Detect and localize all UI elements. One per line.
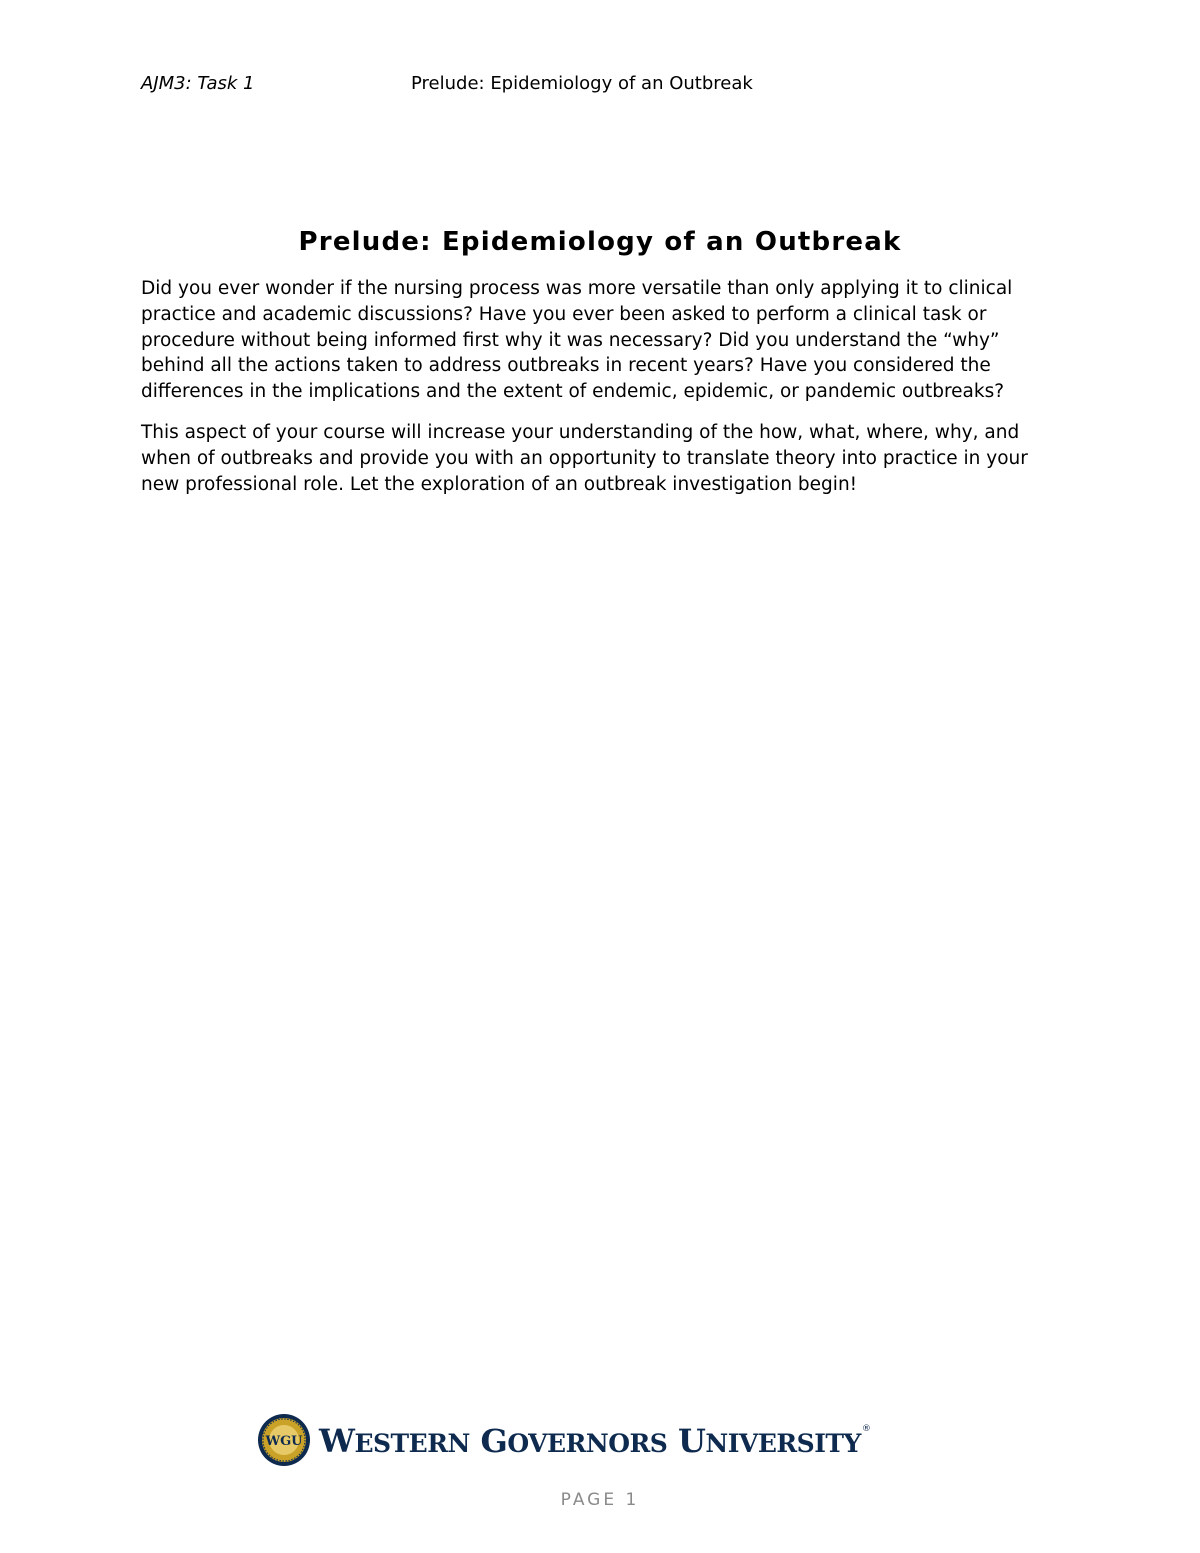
document-title: Prelude: Epidemiology of an Outbreak	[298, 227, 902, 257]
header-document-title: Prelude: Epidemiology of an Outbreak	[411, 73, 753, 94]
wordmark-initial: G	[480, 1422, 508, 1460]
wgu-seal-icon	[257, 1413, 311, 1467]
wordmark-initial: W	[319, 1422, 355, 1460]
document-body	[141, 276, 1061, 512]
body-paragraph: Did you ever wonder if the nursing process was more versatile than only applying it to clinical practice and academic discussions? Have you ever been asked to perform a clinical task or procedure without being informed first why it was necessary? Did you understand the “why” behind all the actions taken to address outbreaks in recent years? Have you considered the differences in the implications and the extent of endemic, epidemic, or pandemic outbreaks?	[141, 278, 1013, 403]
wordmark-rest: ESTERN	[354, 1429, 470, 1458]
wordmark-rest: NIVERSITY	[705, 1429, 861, 1458]
wordmark-initial: U	[677, 1422, 706, 1460]
wgu-wordmark	[319, 1419, 870, 1466]
header-course-code: AJM3: Task 1	[141, 73, 255, 94]
body-paragraph: This aspect of your course will increase your understanding of the how, what, where, why, and when of outbreaks and provide you with an opportunity to translate theory into practice in your new professional role. Let the exploration of an outbreak investigation begin!	[141, 421, 1028, 495]
wgu-logo	[257, 1413, 917, 1469]
wordmark-rest: OVERNORS	[507, 1429, 668, 1458]
seal-text: WGU	[265, 1434, 303, 1449]
page-number: PAGE 1	[560, 1490, 640, 1510]
trademark-symbol: ®	[861, 1424, 871, 1434]
page-header	[141, 71, 1061, 97]
